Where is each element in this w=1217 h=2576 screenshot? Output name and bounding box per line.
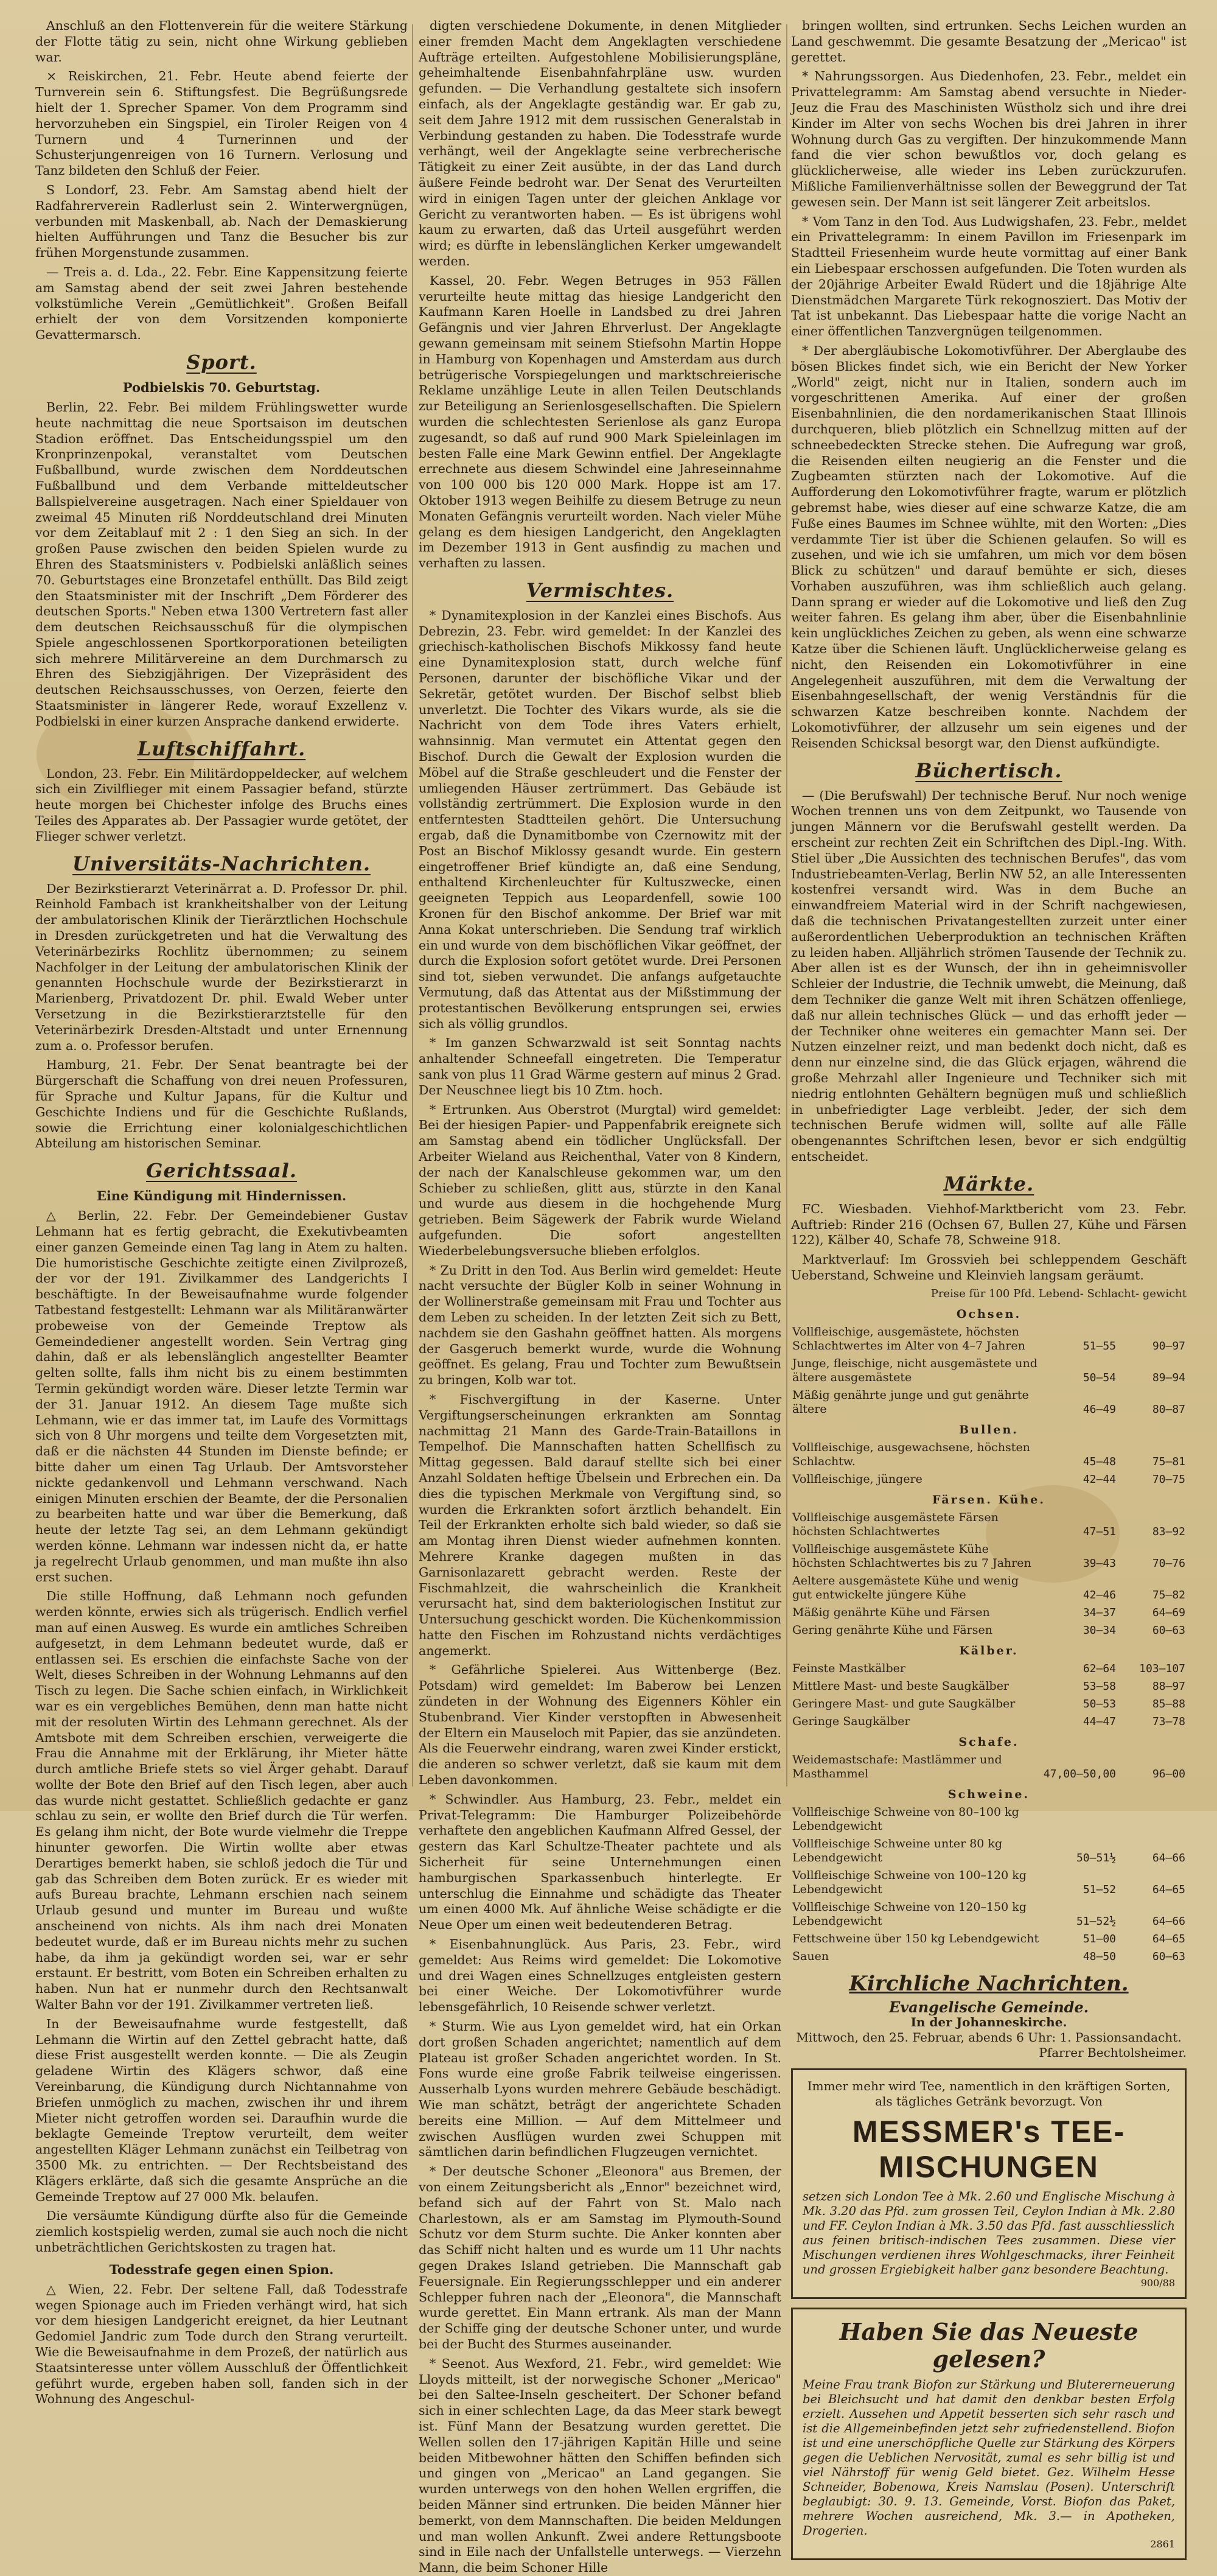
- market-price-live: 47,00–50,00: [1043, 1767, 1116, 1780]
- advert-brand: MESSMER's TEE-MISCHUNGEN: [852, 2114, 1126, 2184]
- column-1: [35, 18, 408, 2407]
- market-price-slaughter: 64–65: [1152, 1883, 1185, 1896]
- market-row: [791, 1509, 1187, 1541]
- market-price-live: 51–52: [1083, 1883, 1116, 1896]
- market-price-live: 51–55: [1083, 1339, 1116, 1353]
- section-heading-vermischtes: Vermischtes.: [526, 578, 674, 602]
- article-spielerei: * Gefährliche Spielerei. Aus Wittenberge (Bez. Potsdam) wird gemeldet: Im Baberow bei Lenzen zündeten in der Wohnung des Eigenners Köhler ein Stubenbrand. Vier Kinder verstopften in Abwesenheit der Eltern ein Mauseloch mit Papier, das sie anzündeten. Als die Feuerwehr eindrang, waren zwei Kinder erstickt, die anderen so schwer verletzt, daß sie kaum mit dem Leben davonkommen.: [419, 1662, 781, 1788]
- market-price-live: 39–43: [1083, 1556, 1116, 1570]
- market-price-slaughter: 103–107: [1139, 1662, 1185, 1675]
- market-row: [791, 1899, 1187, 1930]
- market-price-slaughter: 64–66: [1152, 1914, 1185, 1928]
- market-row: [791, 1751, 1187, 1783]
- article-universitaet-2: Hamburg, 21. Febr. Der Senat beantragte bei der Bürgerschaft die Schaffung von drei neuen Professuren, für Sprache und Kultur Japans, für die Kultur und Geschichte Indiens und für die Geschichte Rußlands, sowie die Errichtung einer kolonialgeschichtlichen Abteilung am historischen Seminar.: [35, 1057, 408, 1151]
- column-rule-2: [786, 24, 787, 1787]
- market-label: Vollfleischige Schweine von 80–100 kg Lebendgewicht: [792, 1805, 1019, 1833]
- market-row: [791, 1604, 1187, 1622]
- market-label: Geringere Mast- und gute Saugkälber: [792, 1696, 1016, 1710]
- article-universitaet-1: Der Bezirkstierarzt Veterinärrat a. D. Professor Dr. phil. Reinhold Fambach ist krankheitshalber von der Leitung der ambulatorischen Klinik der Tierärztlichen Hochschule in Dresden zurückgetreten und hat die Verwaltung des Veterinärbezirks Rochlitz übernommen; zu seinem Nachfolger in der Leitung der ambulatorischen Klinik der genannten Hochschule wurde der Bezirkstierarzt in Marienberg, Privatdozent Dr. phil. Ewald Weber unter Versetzung in die Bezirkstierarztstelle für den Veterinärbezirk Dresden-Altstadt und unter Ernennung zum a. o. Professor berufen.: [35, 881, 408, 1053]
- section-heading-universitaet: Universitäts-Nachrichten.: [72, 852, 371, 875]
- church-pastor: Pfarrer Bechtolsheimer.: [1039, 2045, 1187, 2060]
- market-table: [791, 1303, 1187, 1965]
- market-row: [791, 1867, 1187, 1899]
- market-price-slaughter: 60–63: [1152, 1950, 1185, 1963]
- market-price-slaughter: 80–87: [1152, 1402, 1185, 1416]
- article-gericht-2: Die stille Hoffnung, daß Lehmann noch gefunden werden könnte, erwies sich als trügerisch. Endlich verfiel man auf einen Ausweg. Es wurde ein amtliches Schreiben aufgesetzt, in dem Lehmann bedeutet wurde, daß er entlassen sei. Es erschien die einfachste Sache von der Welt, dieses Schreiben in der Wohnung Lehmanns auf den Tisch zu legen. Die Sache schien einfach, in Wirklichkeit war es ein vergebliches Bemühen, denn man hatte nicht mit der resoluten Wirtin des Lehmann gerechnet. Als der Amtsbote mit dem Schreiben erschien, verweigerte die Frau die Annahme mit der Erklärung, ihr Mieter hätte durch amtliche Briefe stets so viel Ärger gehabt. Darauf wollte der Bote den Brief auf den Tisch legen, aber auch das wurde nicht gestattet. Schließlich gedachte er ganz schlau zu sein, er wollte den Brief durch die Tür werfen. Es gelang ihm nicht, der Bote wurde vielmehr die Treppe hinunter geworfen. Die Wirtin wollte aber etwas Derartiges bemerkt haben, sie schloß jedoch die Tür und gab das Schreiben dem Boten zurück. Er es wieder mit aufs Bureau brachte, Lehmann erschien nach seinem Urlaub gesund und munter im Bureau und wußte anscheinend von nichts. Als ihm nach drei Monaten bedeutet wurde, daß er im Bureau nichts mehr zu suchen habe, da ihm ja gekündigt worden sei, war er sehr erstaunt. Er bestritt, vom Boten ein Schreiben erhalten zu haben. Nun hat er nunmehr durch den Rechtsanwalt Walter Bahn vor der 191. Zivilkammer vertreten ließ.: [35, 1589, 408, 2012]
- market-price-live: 47–51: [1083, 1525, 1116, 1538]
- advert-headline: Haben Sie das Neueste gelesen?: [839, 2317, 1139, 2373]
- article-nahrungssorgen: * Nahrungssorgen. Aus Diedenhofen, 23. Febr., meldet ein Privattelegramm: Am Samstag abend versuchte in Nieder-Jeuz die Frau des Maschinisten Wüstholz sich und ihre drei Kinder im Alter von sechs Wochen bis drei Jahren in ihrer Wohnung durch Gas zu vergiften. Der hinzukommende Mann fand die vier schon bewußtlos vor, doch gelang es glücklicherweise, alle wieder ins Leben zurückzurufen. Mißliche Familienverhältnisse sollen der Beweggrund der Tat gewesen sein. Der Mann ist seit längerer Zeit arbeitslos.: [791, 69, 1187, 209]
- article-title-kuendigung: Eine Kündigung mit Hindernissen.: [96, 1188, 347, 1204]
- advert-body: setzen sich London Tee à Mk. 2.60 und Englische Mischung à Mk. 3.20 das Pfd. zum grossen Teil, Ceylon Indian à Mk. 2.80 und FF. Ceylon Indian à Mk. 3.50 das Pfd. fast ausschliesslich aus feinen britisch-indischen Tees zusammen. Diese vier Mischungen verdienen ihres Wohlgeschmacks, ihrer Feinheit und grossen Ergiebigkeit halber ganz besondere Beachtung.: [803, 2189, 1175, 2277]
- market-label: Feinste Mastkälber: [792, 1661, 905, 1675]
- market-label: Vollfleischige ausgemästete Kühe höchsten Schlachtwertes bis zu 7 Jahren: [792, 1542, 1031, 1570]
- advert-body: Meine Frau trank Biofon zur Stärkung und Blutererneuerung bei Bleichsucht und hat damit den denkbar besten Erfolg erzielt. Aussehen und Appetit besserten sich sehr rasch und ist die Allgemeinbefinden jetzt sehr zufriedenstellend. Biofon ist und eine unerschöpfliche Quelle zur Stärkung des Körpers gegen die Ueblichen Nervosität, zumal es sehr billig ist und viel Nährstoff für wenig Geld bietet. Gez. Wilhelm Hesse Schneider, Bobenowa, Kreis Namslau (Posen). Unterschrift beglaubigt: 30. 9. 13. Gemeinde, Vorst. Biofon das Paket, mehrere Wochen ausreichend, Mk. 3.— in Apotheken, Drogerien.: [803, 2377, 1175, 2538]
- article-zu-dritt: * Zu Dritt in den Tod. Aus Berlin wird gemeldet: Heute nacht versuchte der Bügler Kolb in seiner Wohnung in der Wollinerstraße gemeinsam mit Frau und Tochter aus dem Leben zu scheiden. In der letzten Zeit sich zu Bett, nachdem sie den Gashahn geöffnet hatten. Als morgens der Gasgeruch bemerkt wurde, wurde die Wohnung geöffnet. Es gelang, Frau und Tochter zum Bewußtsein zu bringen, Kolb war tot.: [419, 1262, 781, 1388]
- market-row: [791, 1323, 1187, 1355]
- column-rule-1: [412, 24, 413, 1787]
- market-row: [791, 1930, 1187, 1948]
- market-row: [791, 1387, 1187, 1418]
- section-heading-sport: Sport.: [186, 350, 257, 374]
- market-price-live: 46–49: [1083, 1402, 1116, 1416]
- article-schoner: * Der deutsche Schoner „Eleonora" aus Bremen, der von einem Zeitungsbericht als „Ennor" bezeichnet wird, befand sich auf der Fahrt von St. Malo nach Charlestown, als er am Samstag im Plymouth-Sound Schutz vor dem Sturm suchte. Die Anker konnten aber das Schiff nicht halten und es wurde um 11 Uhr nachts gegen Drakes Island getrieben. Die Mannschaft gab Feuersignale. Ein Regierungsschlepper und ein anderer Schlepper fuhren nach der „Eleonora", die Mannschaft wurde gerettet. Ein Mann ertrank. Als man der Mann der Schiffe ging der deutsche Schoner unter, und wurde bei der Bucht des Sturmes auseinander.: [419, 2164, 781, 2351]
- article-sport: Berlin, 22. Febr. Bei mildem Frühlingswetter wurde heute nachmittag die neue Sportsaison im deutschen Stadion eröffnet. Das Entscheidungsspiel um den Kronprinzenpokal, veranstaltet vom Deutschen Fußballbund, wurde zwischen dem Norddeutschen Fußballbund und dem Verbande mitteldeutscher Ballspielvereine ausgetragen. Nach einer Spieldauer von zweimal 45 Minuten riß Norddeutschland drei Minuten vor dem Zeitablauf mit 2 : 1 den Sieg an sich. In der großen Pause zwischen den beiden Spielen wurde zu Ehren des Staatsministers v. Podbielski anläßlich seines 70. Geburtstages eine Bronzetafel enthüllt. Das Bild zeigt den Staatsminister mit der Inschrift „Dem Förderer des deutschen Sports." Neben etwa 1300 Vertretern fast aller dem deutschen Reichsausschuß für die olympischen Spiele angeschlossenen Sportkorporationen beteiligten sich mehrere Militärvereine an dem Durchmarsch zu Ehren des Siebzigjährigen. Der Vizepräsident des deutschen Reichsausschusses, von Oerzen, feierte den Staatsminister in längerer Rede, worauf Exzellenz v. Podbielski in einer kurzen Ansprache dankend erwiderte.: [35, 399, 408, 729]
- market-price-live: 53–58: [1083, 1679, 1116, 1693]
- market-price-live: 51–52½: [1076, 1914, 1116, 1928]
- market-group-label: Schafe.: [958, 1735, 1019, 1749]
- market-group-label: Ochsen.: [956, 1307, 1022, 1321]
- market-price-slaughter: 73–78: [1152, 1715, 1185, 1728]
- article-reiskirchen: × Reiskirchen, 21. Febr. Heute abend feierte der Turnverein sein 6. Stiftungsfest. Die Begrüßungsrede hielt der 1. Sprecher Spamer. Von dem Programm sind hervorzuheben ein Singspiel, ein Tiroler Reigen von 4 Turnern und 4 Turnerinnen und der Schusterjungenreigen von 16 Turnern. Verlosung und Tanz bildeten den Schluß der Feier.: [35, 69, 408, 178]
- article-schwarzwald: * Im ganzen Schwarzwald ist seit Sonntag nachts anhaltender Schneefall eingetreten. Die Temperatur sank von plus 11 Grad Wärme gestern auf minus 2 Grad. Der Neuschnee liegt bis 10 Ztm. hoch.: [419, 1035, 781, 1097]
- market-price-slaughter: [1117, 1804, 1187, 1835]
- market-price-live: 30–34: [1083, 1623, 1116, 1637]
- market-price-slaughter: 64–66: [1152, 1851, 1185, 1864]
- market-label: Junge, fleischige, nicht ausgemästete und ältere ausgemästete: [792, 1356, 1037, 1384]
- market-price-live: 50–51½: [1076, 1851, 1116, 1864]
- article-todesstrafe: △ Wien, 22. Febr. Der seltene Fall, daß Todesstrafe wegen Spionage auch im Frieden verhängt wird, hat sich vor dem hiesigen Landgericht ereignet, da hier Leutnant Gedomiel Jandric zum Tode durch den Strang verurteilt. Wie die Beweisaufnahme in dem Prozeß, der natürlich aus Staatsinteresse unter völlem Ausschluß der Öffentlichkeit geführt wurde, ergeben haben soll, fanden sich in der Wohnung des Angeschul-: [35, 2281, 408, 2407]
- article-title-todesstrafe: Todesstrafe gegen einen Spion.: [109, 2261, 334, 2277]
- advert-code: 900/88: [1140, 2277, 1175, 2289]
- market-price-slaughter: 75–82: [1152, 1588, 1185, 1601]
- market-label: Sauen: [792, 1949, 829, 1963]
- market-group-label: Färsen. Kühe.: [932, 1493, 1046, 1507]
- article-seenot-cont: bringen wollten, sind ertrunken. Sechs Leichen wurden an Land geschwemmt. Die gesamte Besatzung der „Mericao" ist gerettet.: [791, 18, 1187, 65]
- advert-biofon: [791, 2308, 1187, 2560]
- article-title-podbielski: Podbielskis 70. Geburtstag.: [122, 379, 321, 395]
- article-seenot: * Seenot. Aus Wexford, 21. Febr., wird gemeldet: Wie Lloyds mitteilt, ist der norwegische Schoner „Mericao" bei den Saltee-Inseln gescheitert. Der Schoner befand sich in einer schlechten Lage, da das Meer stark bewegt ist. Fünf Mann der Besatzung wurden gerettet. Die Wellen sollen den 17-jährigen Kapitän Hille und seine beiden Mitbewohner hätten den Schiffen befinden sich und gingen von „Mericao" an Land gegangen. Sie wurden unterwegs von den hohen Wellen ergriffen, die beiden Männer sind ertrunken. Die beiden Männer hier bemerkt, von dem Mannschaften. Die beiden Meldungen und man wollen Ankunft. Zwei andere Rettungsboote sind in Eile nach der Unfallstelle unterwegs. — Vierzehn Mann, die beim Schoner Hille: [419, 2356, 781, 2575]
- market-price-live: 51–00: [1083, 1932, 1116, 1945]
- market-group-label: Kälber.: [959, 1643, 1019, 1657]
- market-verlauf: Marktverlauf: Im Grossvieh bei schleppendem Geschäft Ueberstand, Schweine und Kleinvieh langsam geräumt.: [791, 1252, 1187, 1283]
- market-group-row: [791, 1639, 1187, 1660]
- church-time: Mittwoch, den 25. Februar, abends 6 Uhr: 1. Passionsandacht.: [796, 2029, 1182, 2045]
- article-fischvergiftung: * Fischvergiftung in der Kaserne. Unter Vergiftungserscheinungen erkrankten am Sonntag nachmittag 21 Mann des Garde-Train-Bataillons in Tempelhof. Die Mannschaften hatten Schellfisch zu Mittag gegessen. Bald darauf stellte sich bei einer Anzahl Soldaten heftige Übelsein und Erbrechen ein. Da dies die typischen Merkmale von Vergiftung sind, so wurden die Erkrankten sofort ärztlich behandelt. Ein Teil der Erkrankten erholte sich bald wieder, so daß sie am Montag ihren Dienst wieder aufnehmen konnten. Mehrere Kranke dagegen mußten in das Garnisonlazarett gebracht werden. Reste der Fischmahlzeit, die wahrscheinlich die Krankheit verursacht hat, sind dem bakteriologischen Institut zur Untersuchung geschickt worden. Die Küchenkommission hatte den Fischen im Rohzustand nichts verdächtiges angemerkt.: [419, 1391, 781, 1658]
- market-price-live: 62–64: [1083, 1662, 1116, 1675]
- market-label: Vollfleischige Schweine von 120–150 kg Lebendgewicht: [792, 1900, 1027, 1928]
- church-congregation: Evangelische Gemeinde.: [888, 1998, 1089, 2016]
- market-label: Vollfleischige Schweine unter 80 kg Lebendgewicht: [792, 1836, 1003, 1864]
- article-dynamit: * Dynamitexplosion in der Kanzlei eines Bischofs. Aus Debrezin, 23. Febr. wird gemeldet: In der Kanzlei des griechisch-katholischen Bischofs Mikkossy fand heute eine Dynamitexplosion statt, durch welche fünf Personen, darunter der bischöfliche Vikar und der Sekretär, getötet wurden. Der Bischof selbst blieb unverletzt. Die Tochter des Vikars wurde, als sie die Nachricht von dem Tode ihres Vaters erhielt, wahnsinnig. Man vermutet ein Attentat gegen den Bischof. Durch die Gewalt der Explosion wurden die Möbel auf die Straße geschleudert und die Fenster der umliegenden Häuser zertrümmert. Das Gebäude ist vollständig zertrümmert. Die Explosion wurde in den entferntesten Stadtteilen gehört. Die Untersuchung ergab, daß die Dynamitbombe von Czernowitz mit der Post an Bischof Miklossy gesandt wurde. Ein gestern eingetroffener Brief kündigte an, daß eine Sendung, enthaltend Kirchenleuchter für Kultuszwecke, einen geeigneten Teppich aus Leopardenfell, sowie 100 Kronen für den Bischof ankomme. Der Brief war mit Anna Kokat unterschrieben. Die Sendung traf wirklich ein und wurde von dem bischöflichen Vikar geöffnet, der durch die Explosion sofort getötet wurde. Drei Personen sind tot, sieben verwundet. Die anfangs aufgetauchte Vermutung, daß das Attentat aus der Mißstimmung der protestantischen Bevölkerung entsprungen sei, erwies sich als völlig grundlos.: [419, 607, 781, 1031]
- market-label: Aeltere ausgemästete Kühe und wenig gut entwickelte jüngere Kühe: [792, 1573, 1019, 1601]
- market-row: [791, 1439, 1187, 1471]
- market-price-slaughter: 85–88: [1152, 1697, 1185, 1710]
- market-price-slaughter: 70–76: [1152, 1556, 1185, 1570]
- market-price-slaughter: 64–69: [1152, 1606, 1185, 1619]
- market-price-live: 44–47: [1083, 1715, 1116, 1728]
- market-label: Mäßig genährte Kühe und Färsen: [792, 1605, 990, 1619]
- market-row: [791, 1660, 1187, 1678]
- article-eisenbahnunglueck: * Eisenbahnunglück. Aus Paris, 23. Febr., wird gemeldet: Aus Reims wird gemeldet: Die Lokomotive und drei Wagen eines Schnellzuges entgleisten gestern bei einer Weiche. Der Lokomotivführer wurde lebensgefährlich, 10 Reisende schwer verletzt.: [419, 1937, 781, 2015]
- market-price-live: 34–37: [1083, 1606, 1116, 1619]
- market-label: Geringe Saugkälber: [792, 1714, 910, 1728]
- market-row: [791, 1948, 1187, 1965]
- market-group-row: [791, 1488, 1187, 1509]
- column-3: [791, 18, 1187, 2550]
- market-row: [791, 1541, 1187, 1572]
- market-label: Vollfleischige Schweine von 100–120 kg Lebendgewicht: [792, 1868, 1027, 1896]
- market-price-live: [1042, 1804, 1117, 1835]
- market-price-live: 50–53: [1083, 1697, 1116, 1710]
- market-label: Mittlere Mast- und beste Saugkälber: [792, 1679, 1010, 1693]
- market-price-slaughter: 64–65: [1152, 1932, 1185, 1945]
- market-price-slaughter: 70–75: [1152, 1472, 1185, 1486]
- market-label: Vollfleischige, ausgemästete, höchsten Schlachtwertes im Alter von 4–7 Jahren: [792, 1325, 1025, 1353]
- market-group-label: Schweine.: [947, 1787, 1030, 1801]
- market-label: Fettschweine über 150 kg Lebendgewicht: [792, 1931, 1039, 1945]
- market-price-live: 50–54: [1083, 1371, 1116, 1384]
- market-price-live: 42–46: [1083, 1588, 1116, 1601]
- article-spion-cont: digten verschiedene Dokumente, in denen Mitglieder einer fremden Macht dem Angeklagten verschiedene Aufträge erteilten. Aufgestohlene Mobilisierungspläne, geheimhaltende Eisenbahnfahrpläne usw. wurden gefunden. — Die Verhandlung gestaltete sich insofern einfach, als der Angeklagte geständig war. Er gab zu, seit dem Jahre 1912 mit dem russischen Generalstab in Verbindung gestanden zu haben. Die Todesstrafe wurde verhängt, weil der Angeklagte seine verbrecherische Tätigkeit zu einer Zeit ausübte, in der das Land durch äußere Feinde bedroht war. Der Senat des Verurteilten wird in einigen Tagen unter der gleichen Anklage vor Gericht zu verantworten haben. — Es ist übrigens wohl kaum zu erwarten, daß das Urteil ausgeführt werden wird; es dürfte in lebenslänglichen Kerker umgewandelt werden.: [419, 18, 781, 268]
- market-price-header: Preise für 100 Pfd. Lebend- Schlacht- gewicht: [930, 1287, 1187, 1300]
- market-price-slaughter: 90–97: [1152, 1339, 1185, 1353]
- article-schwindler: * Schwindler. Aus Hamburg, 23. Febr., meldet ein Privat-Telegramm: Die Hamburger Polizeibehörde verhaftete den angeblichen Kaufmann Alfred Gessel, der gestern das Karl Schultze-Theater pachtete und als Sicherheit für seine Unternehmungen einen hamburgischen Sparkassenbuch hinterlegte. Er unterschlug die Einnahme und schädigte das Theater um einen 4000 Mk. Auf ähnliche Weise schädigte er die Neue Oper um einen weit bedeutenderen Betrag.: [419, 1791, 781, 1933]
- market-row: [791, 1695, 1187, 1713]
- article-sturm: * Sturm. Wie aus Lyon gemeldet wird, hat ein Orkan dort großen Schaden angerichtet; namentlich auf dem Plateau ist großer Schaden angerichtet worden. In St. Fons wurde eine große Fabrik teilweise eingerissen. Ausserhalb Lyons wurden mehrere Gebäude beschädigt. Wie man schätzt, beträgt der angerichtete Schaden bereits eine Million. — Auf dem Mittelmeer und zwischen Ausflügen wurden zwei Schuppen mit sämtlichen darin befindlichen Flugzeugen vernichtet.: [419, 2019, 781, 2160]
- market-row: [791, 1355, 1187, 1387]
- market-group-row: [791, 1418, 1187, 1439]
- article-gericht-4: Die versäumte Kündigung dürfte also für die Gemeinde ziemlich kostspielig werden, zumal sie auch noch die nicht unbeträchtlichen Gerichtskosten zu tragen hat.: [35, 2208, 408, 2255]
- market-price-slaughter: 96–00: [1152, 1767, 1185, 1780]
- market-group-row: [791, 1783, 1187, 1804]
- market-row: [791, 1678, 1187, 1695]
- article-text: Anschluß an den Flottenverein für die weitere Stärkung der Flotte tätig zu sein, nicht ohne Wirkung geblieben war.: [35, 18, 408, 65]
- section-heading-maerkte: Märkte.: [943, 1172, 1034, 1195]
- article-ertrunken: * Ertrunken. Aus Oberstrot (Murgtal) wird gemeldet: Bei der hiesigen Papier- und Pappenfabrik ereignete sich am Samstag abend ein tödlicher Unglücksfall. Der Arbeiter Wieland aus Reichenthal, Vater von 8 Kindern, der nach der Kanalschleuse gekommen war, um den Schieber zu schließen, glitt aus, stürzte in den Kanal und wurde aus diesem in die hochgehende Murg getrieben. Beim Sägewerk der Fabrik wurde Wieland aufgefunden. Die sofort angestellten Wiederbelebungsversuche blieben erfolglos.: [419, 1102, 781, 1258]
- market-price-live: 42–44: [1083, 1472, 1116, 1486]
- market-row: [791, 1713, 1187, 1731]
- market-price-slaughter: 75–81: [1152, 1455, 1185, 1468]
- article-lokomotivfuehrer: * Der abergläubische Lokomotivführer. Der Aberglaube des bösen Blickes findet sich, wie ein Bericht der New Yorker „World" zeigt, nicht nur in Italien, sondern auch im vorgeschrittenen Amerika. Auf einer der großen Eisenbahnlinien, die den nordamerikanischen Staat Illinois durchqueren, blieb plötzlich ein Schnellzug mitten auf der schneebedeckten Strecke stehen. Die Aufregung war groß, die Reisenden eilten neugierig an die Fenster und die Zugbeamten stürzten nach der Lokomotive. Auf die Aufforderung den Lokomotivführer fragte, warum er plötzlich gebremst habe, wies dieser auf eine schwarze Katze, die am Fuße eines Baumes im Schnee wühlte, mit den Worten: „Dies verdammte Tier ist über die Schienen gelaufen. So will es zusehen, und wie ich sie umfahren, um mich vor dem bösen Blick zu schützen" und darauf bemühte er sich, dieses Vorhaben auszuführen, was ihm schließlich auch gelang. Dann sprang er wieder auf die Lokomotive und ließ den Zug weiter fahren. Es gelang ihm aber, über die Eisenbahnlinie kein unglückliches Zeichen zu geben, als wenn eine schwarze Katze über die Schienen läuft. Unglücklicherweise gelang es nicht, den Reisenden ein Lokomotivführer in eine Angelegenheit auszuführen, mit dem die Verwaltung der Eisenbahngesellschaft, der wenig Verständnis für die schwarzen Katze beschreiben konnte. Nachdem der Lokomotivführer, der allzusehr um sein eigenes und der Reisenden Schicksal besorgt war, den Dienst aufkündigte.: [791, 343, 1187, 751]
- market-label: Vollfleischige, jüngere: [792, 1472, 922, 1486]
- advert-messmer-tee: [791, 2068, 1187, 2299]
- market-label: Vollfleischige, ausgewachsene, höchsten Schlachtw.: [792, 1440, 1030, 1468]
- section-heading-luftschiffahrt: Luftschiffahrt.: [137, 737, 306, 760]
- market-label: Gering genährte Kühe und Färsen: [792, 1623, 992, 1637]
- market-row: [791, 1804, 1187, 1835]
- market-price-live: 48–50: [1083, 1950, 1116, 1963]
- market-intro: FC. Wiesbaden. Viehhof-Marktbericht vom 23. Febr. Auftrieb: Rinder 216 (Ochsen 67, Bullen 27, Kühe und Färsen 122), Kälber 40, Schafe 78, Schweine 918.: [791, 1201, 1187, 1248]
- article-treis: — Treis a. d. Lda., 22. Febr. Eine Kappensitzung feierte am Samstag abend der seit zwei Jahren bestehende volkstümliche Verein „Gemütlichkeit". Großen Beifall erhielt der von dem Vorsitzenden komponierte Gevattermarsch.: [35, 264, 408, 343]
- market-row: [791, 1572, 1187, 1604]
- section-heading-gerichtssaal: Gerichtssaal.: [145, 1159, 298, 1183]
- article-gericht-1: △ Berlin, 22. Febr. Der Gemeindebiener Gustav Lehmann hat es fertig gebracht, die Exekutivbeamten einer ganzen Gemeinde einen Tag lang in Atem zu halten. Die humoristische Geschichte zeitigte einen Zivilprozeß, der vor der 191. Zivilkammer des Landgerichts I beschäftigte. In der Beweisaufnahme wurde folgender Tatbestand festgestellt: Lehmann war als Militäranwärter probeweise von der Gemeinde Treptow als Gemeindediener angestellt worden. Sein Vertrag ging dahin, daß er als lebenslänglich angestellter Beamter gelten sollte, falls ihm nicht bis zu einem bestimmten Termin gekündigt worden wäre. Dieser letzte Termin war der 31. Januar 1912. An diesem Tage mußte sich Lehmann, wie er das immer tat, im Laufe des Vormittags sich von 8 Uhr morgens und teilte dem Vorgesetzten mit, daß er die nächsten 44 Stunden im Dienste befinde; er bitte daher um einen Tag Urlaub. Der Amtsvorsteher nickte gedankenvoll und Lehmann verschwand. Nach einigen Minuten erschien der Beamte, der die Personalien zu bearbeiten hatte und war über die Bemerkung, daß heute der letzte Tag sei, an dem Lehmann gekündigt werden könne. Lehmann war indessen nicht da, er hatte ja regelrecht Urlaub genommen, und man mußte ihn also erst suchen.: [35, 1208, 408, 1584]
- market-price-slaughter: 60–63: [1152, 1623, 1185, 1637]
- market-label: Vollfleischige ausgemästete Färsen höchsten Schlachtwertes: [792, 1510, 999, 1538]
- market-row: [791, 1835, 1187, 1867]
- advert-intro: Immer mehr wird Tee, namentlich in den kräftigen Sorten, als tägliches Getränk bevorzugt. Von: [807, 2078, 1171, 2109]
- church-place: In der Johanneskirche.: [910, 2014, 1067, 2029]
- advert-code: 2861: [1150, 2538, 1175, 2550]
- market-row: [791, 1471, 1187, 1488]
- section-heading-buechertisch: Büchertisch.: [915, 758, 1062, 782]
- market-label: Weidemastschafe: Mastlämmer und Masthammel: [792, 1752, 1002, 1780]
- market-price-slaughter: 89–94: [1152, 1371, 1185, 1384]
- article-londorf: S Londorf, 23. Febr. Am Samstag abend hielt der Radfahrerverein Radlerlust sein 2. Winterwergnügen, verbunden mit Maskenball, ab. Nach der Demaskierung hielten Aufführungen und Tanz die Besucher bis zur frühen Morgenstunde zusammen.: [35, 182, 408, 261]
- article-kassel: Kassel, 20. Febr. Wegen Betruges in 953 Fällen verurteilte heute mittag das hiesige Landgericht den Kaufmann Karen Hoelle in Landsbed zu drei Jahren Gefängnis und vier Jahren Ehrverlust. Der Angeklagte gewann gemeinsam mit seinem Stiefsohn Martin Hoppe in Hamburg von Kopenhagen und Amsterdam aus durch betrügerische Vorspiegelungen und marktschreierische Reklame unzählige Leute in allen Teilen Deutschlands zur Beteiligung an Serienlosgesellschaften. Die Spielern wurden die schlechtesten Serienlose als ganz Europa zugesandt, so daß auf rund 900 Mark Spieleinlagen im besten Falle eine Mark Gewinn entfiel. Der Angeklagte errechnete aus diesem Schwindel eine Jahreseinnahme von 100 000 bis 120 000 Mark. Hoppe ist am 17. Oktober 1913 wegen Beihilfe zu diesem Betruge zu neun Monaten Gefängnis verurteilt worden. Nach vieler Mühe gelang es dem hiesigen Landgericht, den Angeklagten im Dezember 1913 in Gent ausfindig zu machen und verhaften zu lassen.: [419, 273, 781, 571]
- column-2: [419, 18, 781, 2575]
- article-tanz-tod: * Vom Tanz in den Tod. Aus Ludwigshafen, 23. Febr., meldet ein Privattelegramm: In einem Pavillon im Friesenpark im Stadtteil Friesenheim wurde heute vormittag auf einer Bank ein Liebespaar erschossen aufgefunden. Die Toten wurden als der 20jährige Arbeiter Ewald Rüdert und die 18jährige Alte Dienstmädchen Margarete Türk rekognosziert. Das Motiv der Tat ist unbekannt. Das Liebespaar hatte die vorige Nacht an einer öffentlichen Tanzvergnügen teilgenommen.: [791, 214, 1187, 339]
- market-group-label: Bullen.: [959, 1423, 1019, 1437]
- article-luftschiffahrt: London, 23. Febr. Ein Militärdoppeldecker, auf welchem sich ein Zivilflieger mit einem Passagier befand, stürzte heute morgen bei Chichester infolge des Bruchs eines Teiles des Apparates ab. Der Passagier wurde getötet, der Flieger schwer verletzt.: [35, 766, 408, 844]
- market-price-slaughter: 88–97: [1152, 1679, 1185, 1693]
- market-price-slaughter: 83–92: [1152, 1525, 1185, 1538]
- market-price-live: 45–48: [1083, 1455, 1116, 1468]
- church-news-title: Kirchliche Nachrichten.: [849, 1971, 1129, 1996]
- market-label: Mäßig genährte junge und gut genährte ältere: [792, 1388, 1029, 1416]
- market-group-row: [791, 1303, 1187, 1323]
- market-row: [791, 1622, 1187, 1639]
- article-gericht-3: In der Beweisaufnahme wurde festgestellt, daß Lehmann die Wirtin auf den Zettel gebracht hatte, daß diese Frist ausgestellt werden konnte. — Die als Zeugin geladene Wirtin des Klägers schwor, daß eine Vereinbarung, die Kündigung durch Nichtannahme von Briefen unmöglich zu machen, zwischen ihr und ihrem Mieter nicht getroffen worden sei. Daraufhin wurde die beklagte Gemeinde Treptow verurteilt, dem weiter angestellten Kläger Lehmann zunächst ein Teilbetrag von 3500 Mk. zu entrichten. — Der Rechtsbeistand des Klägers erklärte, daß sich die gesamte Ansprüche an die Gemeinde Treptow auf 27 000 Mk. belaufen.: [35, 2016, 408, 2204]
- market-group-row: [791, 1731, 1187, 1751]
- article-buechertisch: — (Die Berufswahl) Der technische Beruf. Nur noch wenige Wochen trennen uns von dem Zeitpunkt, wo Tausende von jungen Männern vor die Berufswahl gestellt werden. Da erscheint zur rechten Zeit ein Schriftchen des Dipl.-Ing. With. Stiel über „Die Aussichten des technischen Berufes", das vom Industriebeamten-Verlag, Berlin NW 52, an alle Interessenten kostenfrei versandt wird. Was in dem Buche an einwandfreiem Material wird in der Schrift nachgewiesen, daß die technischen Privatangestellten zurzeit unter einer außerordentlichen Ueberproduktion an technischen Kräften zu leiden haben. Alljährlich strömen Tausende der Technik zu. Aber allen ist es der Wunsch, der ihn in geheimnisvoller Schleier der Industrie, die Technik umwebt, die Meinung, daß dem Techniker die ganze Welt mit ihren Schätzen offenliege, daß nur allein technisches Glück — und das erhofft jeder — der Techniker ohne weiteres ein gemachter Mann sei. Der Nutzen einzelner reizt, und man bedenkt doch nicht, daß es denn nur einzelne sind, die das Glück erjagen, während die große Mehrzahl aller Ingenieure und Techniker sich mit niedrig entlohnten Gehältern begnügen muß und schließlich in unbefriedigter Lage verbleibt. Jeder, der sich dem technischen Berufe widmen will, sollte auf alle Fälle obengenanntes Schriftchen lesen, bevor er sich endgültig entscheidet.: [791, 788, 1187, 1164]
